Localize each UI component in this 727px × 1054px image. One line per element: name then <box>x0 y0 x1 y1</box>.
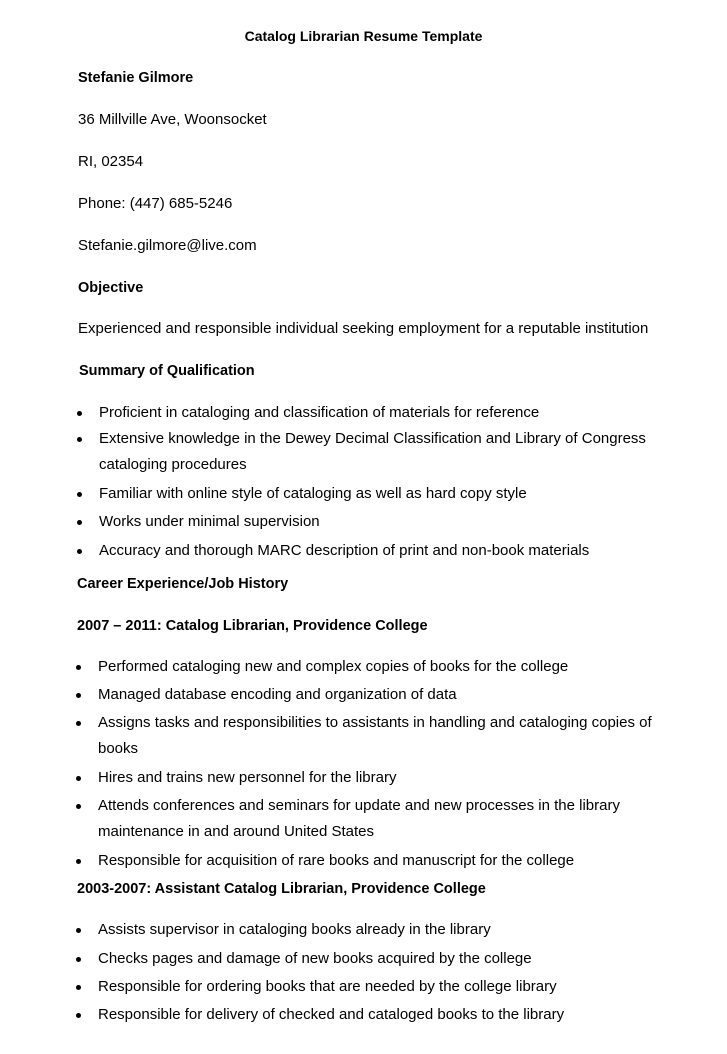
bullet-icon <box>77 520 82 525</box>
career-heading: Career Experience/Job History <box>77 576 289 592</box>
job-title: 2007 – 2011: Catalog Librarian, Providence College <box>77 618 428 634</box>
objective-text: Experienced and responsible individual seeking employment for a reputable institution <box>78 320 649 337</box>
phone-number: Phone: (447) 685-5246 <box>78 195 233 212</box>
objective-heading: Objective <box>78 280 144 296</box>
list-item: Assigns tasks and responsibilities to assistants in handling and cataloging copies of books <box>0 710 727 762</box>
list-item: Managed database encoding and organization of data <box>0 682 727 708</box>
list-item: Performed cataloging new and complex copies of books for the college <box>0 654 727 680</box>
email-address: Stefanie.gilmore@live.com <box>78 237 257 254</box>
list-item: Proficient in cataloging and classification of materials for reference <box>0 400 727 426</box>
job-duties-list <box>0 654 727 874</box>
bullet-icon <box>76 804 81 809</box>
list-item: Familiar with online style of cataloging as well as hard copy style <box>0 481 727 507</box>
list-item: Accuracy and thorough MARC description of print and non-book materials <box>0 538 727 564</box>
bullet-icon <box>76 693 81 698</box>
summary-list <box>0 400 727 564</box>
list-item: Hires and trains new personnel for the library <box>0 765 727 791</box>
bullet-icon <box>76 665 81 670</box>
bullet-icon <box>77 411 82 416</box>
bullet-icon <box>76 957 81 962</box>
bullet-icon <box>76 1013 81 1018</box>
list-item: Checks pages and damage of new books acquired by the college <box>0 946 727 972</box>
job-duties-list <box>0 917 727 1028</box>
list-item: Responsible for ordering books that are needed by the college library <box>0 974 727 1000</box>
bullet-icon <box>77 549 82 554</box>
bullet-icon <box>76 985 81 990</box>
list-item: Extensive knowledge in the Dewey Decimal Classification and Library of Congress cataloging procedures <box>0 426 727 478</box>
bullet-icon <box>77 437 82 442</box>
list-item: Assists supervisor in cataloging books already in the library <box>0 917 727 943</box>
bullet-icon <box>76 928 81 933</box>
address-line-1: 36 Millville Ave, Woonsocket <box>78 111 267 128</box>
bullet-icon <box>76 721 81 726</box>
bullet-icon <box>76 859 81 864</box>
bullet-icon <box>77 492 82 497</box>
list-item: Responsible for delivery of checked and cataloged books to the library <box>0 1002 727 1028</box>
bullet-icon <box>76 776 81 781</box>
summary-heading: Summary of Qualification <box>79 363 255 379</box>
address-line-2: RI, 02354 <box>78 153 144 170</box>
candidate-name: Stefanie Gilmore <box>78 70 194 86</box>
list-item: Works under minimal supervision <box>0 509 727 535</box>
job-title: 2003-2007: Assistant Catalog Librarian, Providence College <box>77 881 486 897</box>
list-item: Responsible for acquisition of rare books and manuscript for the college <box>0 848 727 874</box>
list-item: Attends conferences and seminars for update and new processes in the library maintenance in and around United States <box>0 793 727 845</box>
document-title: Catalog Librarian Resume Template <box>244 28 483 44</box>
